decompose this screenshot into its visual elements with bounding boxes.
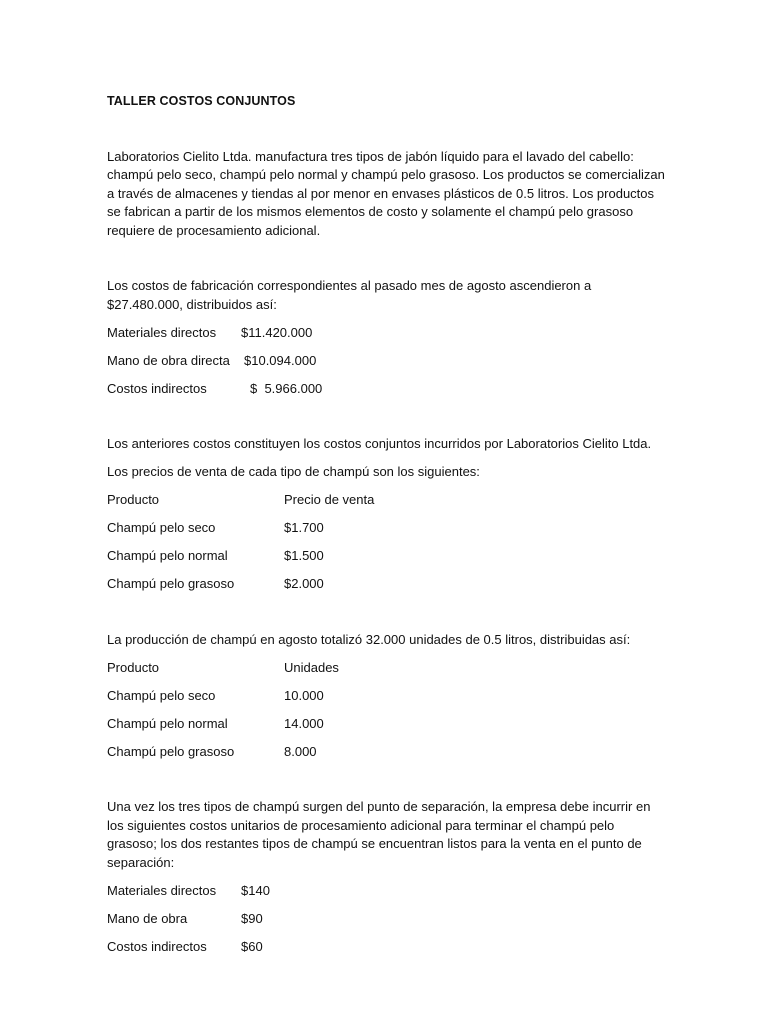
prices-header-price: Precio de venta	[284, 492, 375, 507]
additional-cost-row	[107, 910, 667, 929]
prices-header-row	[107, 491, 667, 510]
price-value: $1.500	[284, 548, 324, 563]
additional-cost-label: Mano de obra	[107, 910, 188, 926]
cost-value: $11.420.000	[241, 324, 313, 340]
price-product: Champú pelo grasoso	[107, 576, 235, 591]
prices-intro-paragraph: Los precios de venta de cada tipo de champú son los siguientes:	[107, 464, 480, 479]
production-header-product: Producto	[107, 659, 160, 675]
cost-label: Mano de obra directa	[107, 352, 230, 368]
additional-cost-value: $60	[241, 938, 263, 954]
price-value: $1.700	[284, 520, 324, 535]
production-product: Champú pelo normal	[107, 715, 228, 731]
cost-label: Costos indirectos	[107, 380, 207, 396]
production-units: 8.000	[284, 743, 317, 759]
additional-cost-label: Materiales directos	[107, 882, 217, 898]
cost-row-materiales	[107, 324, 667, 343]
cost-value: $10.094.000	[244, 352, 317, 368]
production-header-row	[107, 659, 667, 678]
production-row	[107, 687, 667, 706]
additional-cost-label: Costos indirectos	[107, 938, 207, 954]
costs-intro-paragraph: Los costos de fabricación correspondientes al pasado mes de agosto ascendieron a $27.480.000, distribuidos así:	[107, 278, 592, 312]
price-value: $2.000	[284, 576, 324, 591]
additional-cost-value: $90	[241, 910, 263, 926]
production-row	[107, 715, 667, 734]
production-header-units: Unidades	[284, 659, 339, 675]
prices-header-product: Producto	[107, 492, 160, 507]
additional-cost-row	[107, 938, 667, 957]
cost-row-indirectos	[107, 380, 667, 399]
price-product: Champú pelo normal	[107, 548, 228, 563]
price-product: Champú pelo seco	[107, 520, 216, 535]
production-product: Champú pelo seco	[107, 687, 216, 703]
production-product: Champú pelo grasoso	[107, 743, 235, 759]
production-units: 14.000	[284, 715, 324, 731]
joint-cost-note: Los anteriores costos constituyen los costos conjuntos incurridos por Laboratorios Cielito Ltda.	[107, 436, 652, 451]
document-page	[107, 92, 667, 966]
production-intro-paragraph: La producción de champú en agosto totalizó 32.000 unidades de 0.5 litros, distribuidas así:	[107, 631, 631, 647]
additional-cost-row	[107, 882, 667, 901]
cost-row-mano-obra	[107, 352, 667, 371]
production-units: 10.000	[284, 687, 324, 703]
price-row	[107, 547, 667, 566]
price-row	[107, 575, 667, 594]
additional-cost-value: $140	[241, 882, 270, 898]
document-title: TALLER COSTOS CONJUNTOS	[107, 94, 296, 108]
additional-intro-paragraph: Una vez los tres tipos de champú surgen del punto de separación, la empresa debe incurrir en los siguientes costos unitarios de procesamiento adicional para terminar el champú pelo grasoso; los dos restantes tipos de champú se encuentran listos para la venta en el punto de separación:	[107, 799, 651, 870]
cost-value: $ 5.966.000	[250, 380, 323, 396]
intro-paragraph: Laboratorios Cielito Ltda. manufactura tres tipos de jabón líquido para el lavado del cabello: champú pelo seco, champú pelo normal y champú pelo grasoso. Los productos se comercializan a través de almacenes y tiendas al por menor en envases plásticos de 0.5 litros. Los productos se fabrican a partir de los mismos elementos de costo y solamente el champú pelo grasoso requiere de procesamiento adicional.	[107, 148, 665, 238]
price-row	[107, 519, 667, 538]
production-row	[107, 743, 667, 762]
cost-label: Materiales directos	[107, 324, 217, 340]
